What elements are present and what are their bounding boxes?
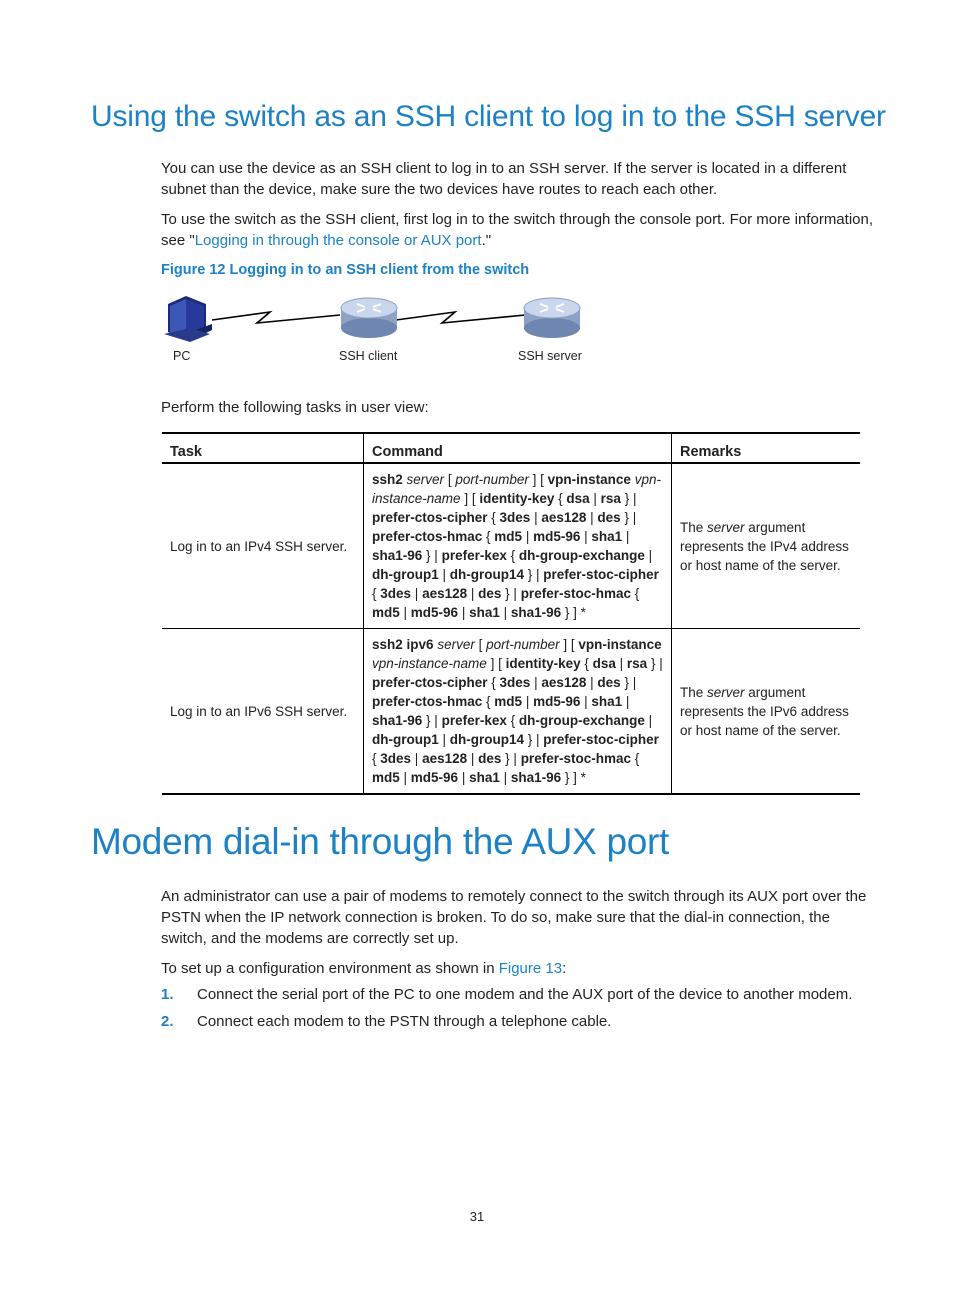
remarks-text: The (680, 519, 708, 535)
table-row (162, 629, 860, 795)
switch-icon-client (341, 298, 397, 338)
label-pc: PC (173, 349, 191, 363)
paragraph-modem-intro: An administrator can use a pair of modems to remotely connect to the switch through its AUX port over the PSTN when the IP network connection is broken. To do so, make sure that the dial-in connection, the switch, and the modems are correctly set up. (161, 888, 867, 947)
pc-icon (164, 296, 212, 342)
paragraph-setup-ref-suffix: : (562, 960, 567, 977)
paragraph-setup-ref-prefix: To set up a configuration environment as shown in (161, 960, 499, 977)
command-cell: ssh2 ipv6 server [ port-number ] [ vpn-instance vpn-instance-name ] [ identity-key { dsa | rsa } | prefer-ctos-cipher { 3des | aes128 | des } | prefer-ctos-hmac { md5 | md5-96 | sha1 | sha1-96 } | prefer-kex { dh-group-exchange | dh-group1 | dh-group14 } | prefer-stoc-cipher { 3des | aes128 | des } | prefer-stoc-hmac { md5 | md5-96 | sha1 | sha1-96 } ] * (364, 629, 672, 795)
remarks-arg: server (707, 519, 745, 535)
command-table (162, 432, 860, 795)
paragraph-console-ref-prefix: To use the switch as the SSH client, first log in to the switch through the console port. For more information, see " (161, 211, 874, 249)
link-figure-13[interactable]: Figure 13 (498, 960, 563, 977)
header-command: Command (364, 433, 672, 463)
paragraph-console-ref-suffix: ." (481, 232, 492, 249)
header-task: Task (162, 433, 364, 463)
paragraph-console-ref (161, 209, 873, 251)
serial-link-client-server (396, 312, 525, 323)
label-ssh-server: SSH server (518, 349, 582, 363)
header-remarks: Remarks (672, 433, 861, 463)
link-console-aux[interactable]: Logging in through the console or AUX port (194, 232, 482, 249)
step-text: Connect the serial port of the PC to one modem and the AUX port of the device to another modem. (197, 986, 853, 1003)
table-header-row (162, 433, 860, 463)
section-heading-modem: Modem dial-in through the AUX port (91, 821, 670, 862)
remarks-cell (672, 629, 861, 795)
command-cell: ssh2 server [ port-number ] [ vpn-instance vpn-instance-name ] [ identity-key { dsa | rsa } | prefer-ctos-cipher { 3des | aes128 | des } | prefer-ctos-hmac { md5 | md5-96 | sha1 | sha1-96 } | prefer-kex { dh-group-exchange | dh-group1 | dh-group14 } | prefer-stoc-cipher { 3des | aes128 | des } | prefer-stoc-hmac { md5 | md5-96 | sha1 | sha1-96 } ] * (364, 463, 672, 629)
step-number: 2. (161, 1013, 174, 1030)
task-cell: Log in to an IPv6 SSH server. (162, 629, 364, 795)
remarks-text: argument represents the IPv6 address or host name of the server. (680, 684, 849, 738)
remarks-text: argument represents the IPv4 address or host name of the server. (680, 519, 849, 573)
serial-link-pc-client (212, 312, 340, 323)
label-ssh-client: SSH client (339, 349, 398, 363)
remarks-arg: server (707, 684, 745, 700)
step-text: Connect each modem to the PSTN through a telephone cable. (197, 1013, 612, 1030)
paragraph-setup-ref (161, 958, 873, 979)
figure-caption: Figure 12 Logging in to an SSH client from the switch (161, 262, 530, 278)
paragraph-ssh-intro: You can use the device as an SSH client to log in to an SSH server. If the server is located in a different subnet than the device, make sure the two devices have routes to reach each other. (161, 160, 847, 198)
switch-icon-server (524, 298, 580, 338)
table-row (162, 463, 860, 629)
paragraph-tasks-intro: Perform the following tasks in user view: (161, 399, 429, 416)
remarks-text: The (680, 684, 708, 700)
step-number: 1. (161, 986, 174, 1003)
remarks-cell (672, 463, 861, 629)
task-cell: Log in to an IPv4 SSH server. (162, 463, 364, 629)
section-heading-ssh-client: Using the switch as an SSH client to log in to the SSH server (91, 100, 886, 133)
page-number: 31 (469, 1209, 485, 1224)
